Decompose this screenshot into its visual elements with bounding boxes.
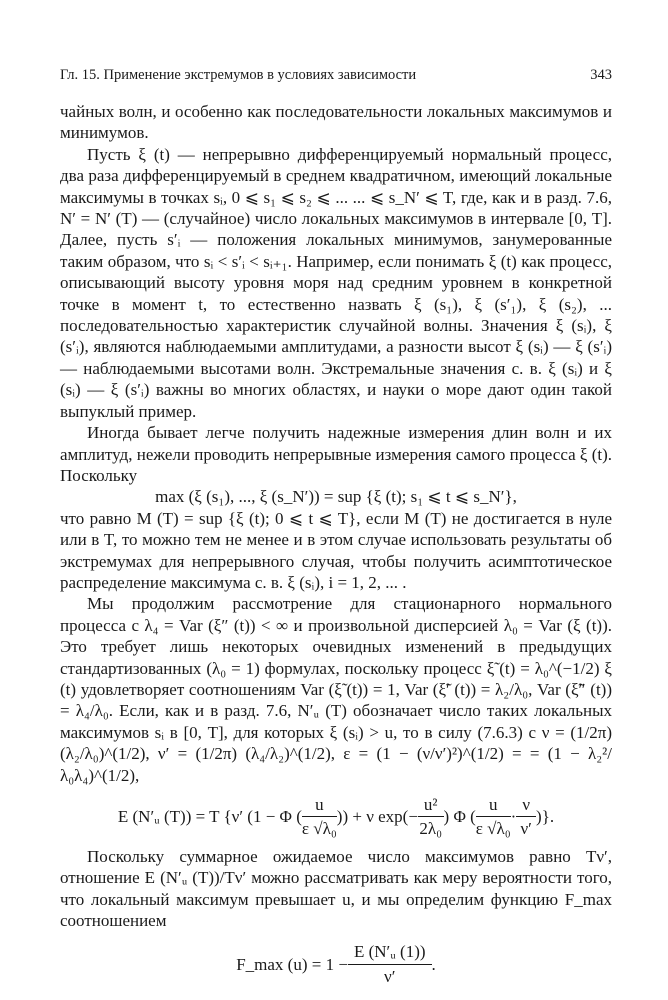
paragraph-process-definition: Пусть ξ (t) — непрерывно дифференцируемый нормальный процесс, два раза дифференцируемый в среднем квадратичном, имеющий локальные максимумы в точках sᵢ, 0 ⩽ s₁ ⩽ s₂ ⩽ ... ... ⩽ s_N′ ⩽ T, где, как и в разд. 7.6, N′ = N′ (T) — (случайное) число локальных максимумов в интервале [0, T]. Далее, пусть s′ᵢ — положения локальных минимумов, занумерованные таким образом, что sᵢ < s′ᵢ < sᵢ₊₁. Например, если понимать ξ (t) как процесс, описывающий высоту уровня моря над средним уровнем в конкретной точке в момент t, то естественно назвать ξ (s₁), ξ (s′₁), ξ (s₂), ... последовательностью характеристик случайной волны. Значения ξ (sᵢ), ξ (s′ᵢ), являются наблюдаемыми амплитудами, а разности высот ξ (sᵢ) — ξ (s′ᵢ) — наблюдаемыми высотами волн. Экстремальные значения с. в. ξ (sᵢ) и ξ (sᵢ) — ξ (s′ᵢ) важны во многих областях, и науки о море дают один такой выпуклый пример. xyxy=(60,144,612,421)
eq2-frac2-denominator: 2λ₀ xyxy=(419,819,443,839)
eq3-left: F_max (u) = 1 − xyxy=(236,954,348,974)
eq2-mid: )) + ν exp(− xyxy=(336,807,418,827)
eq2-frac1-denominator: ε √λ₀ xyxy=(301,819,337,839)
eq3-fraction xyxy=(348,941,432,987)
equation-fmax xyxy=(60,941,612,987)
eq2-frac1-numerator: u xyxy=(302,794,337,817)
paragraph-fmax-definition: Поскольку суммарное ожидаемое число максимумов равно Tν′, отношение E (N′ᵤ (T))/Tν′ можно рассматривать как меру вероятности того, что локальный максимум превышает u, и мы определим функцию F_max соотношением xyxy=(60,846,612,931)
eq2-right: )}. xyxy=(536,807,555,827)
eq2-fraction-4 xyxy=(516,794,536,840)
paragraph-continued: чайных волн, и особенно как последовательности локальных максимумов и минимумов. xyxy=(60,102,612,143)
eq2-dot: · xyxy=(510,807,517,827)
eq2-frac3-denominator: ε √λ₀ xyxy=(475,819,511,839)
paragraph-asymptotic: что равно M (T) = sup {ξ (t); 0 ⩽ t ⩽ T}, если M (T) не достигается в нуле или в T, то можно тем не менее и в этом случае использовать результаты об экстремумах для непрерывного случая, чтобы получить асимптотическое распределение максимума с. в. ξ (sᵢ), i = 1, 2, ... . xyxy=(60,508,612,592)
page-body xyxy=(60,101,612,987)
equation-expected-maxima xyxy=(60,794,612,840)
eq2-frac4-denominator: ν′ xyxy=(520,819,532,839)
eq3-end: . xyxy=(431,954,436,974)
equation-max-sup: max (ξ (s₁), ..., ξ (s_N′)) = sup {ξ (t); s₁ ⩽ t ⩽ s_N′}, xyxy=(155,487,517,507)
eq2-fraction-2 xyxy=(418,794,444,840)
eq2-mid2: ) Φ ( xyxy=(443,807,476,827)
page-number: 343 xyxy=(590,67,612,83)
paragraph-stationary-process: Мы продолжим рассмотрение для стационарного нормального процесса с λ₄ = Var (ξ″ (t)) < ∞ и произвольной дисперсией λ₀ = Var (ξ (t)). Это требует лишь некоторых очевидных изменений в предыдущих стандартизованных (λ₀ = 1) формулах, поскольку процесс ξ̃ (t) = λ₀^(−1/2) ξ (t) удовлетворяет соотношениям Var (ξ̃ (t)) = 1, Var (ξ̃′ (t)) = λ₂/λ₀, Var (ξ̃″ (t)) = λ₄/λ₀. Если, как и в разд. 7.6, N′ᵤ (T) обозначает число таких локальных максимумов sᵢ в [0, T], для которых ξ (sᵢ) > u, то в силу (7.6.3) с ν = (1/2π) (λ₂/λ₀)^(1/2), ν′ = (1/2π) (λ₄/λ₂)^(1/2), ε = (1 − (ν/ν′)²)^(1/2) = = (1 − λ₂²/λ₀λ₄)^(1/2), xyxy=(60,594,612,785)
eq2-fraction-3 xyxy=(476,794,511,840)
paragraph-measurements: Иногда бывает легче получить надежные измерения длин волн и их амплитуд, нежели проводить непрерывные измерения самого процесса ξ (t). Поскольку xyxy=(60,423,612,485)
eq3-denominator: ν′ xyxy=(384,966,396,986)
eq3-numerator: E (N′ᵤ (1)) xyxy=(348,941,432,964)
running-header xyxy=(60,66,612,84)
eq2-frac3-numerator: u xyxy=(476,794,511,817)
eq2-frac2-numerator: u² xyxy=(418,794,444,817)
eq2-left: E (N′ᵤ (T)) = T {ν′ (1 − Φ ( xyxy=(117,807,302,827)
eq2-fraction-1 xyxy=(302,794,337,840)
chapter-title: Гл. 15. Применение экстремумов в условиях зависимости xyxy=(60,67,417,83)
eq2-frac4-numerator: ν xyxy=(516,794,536,817)
